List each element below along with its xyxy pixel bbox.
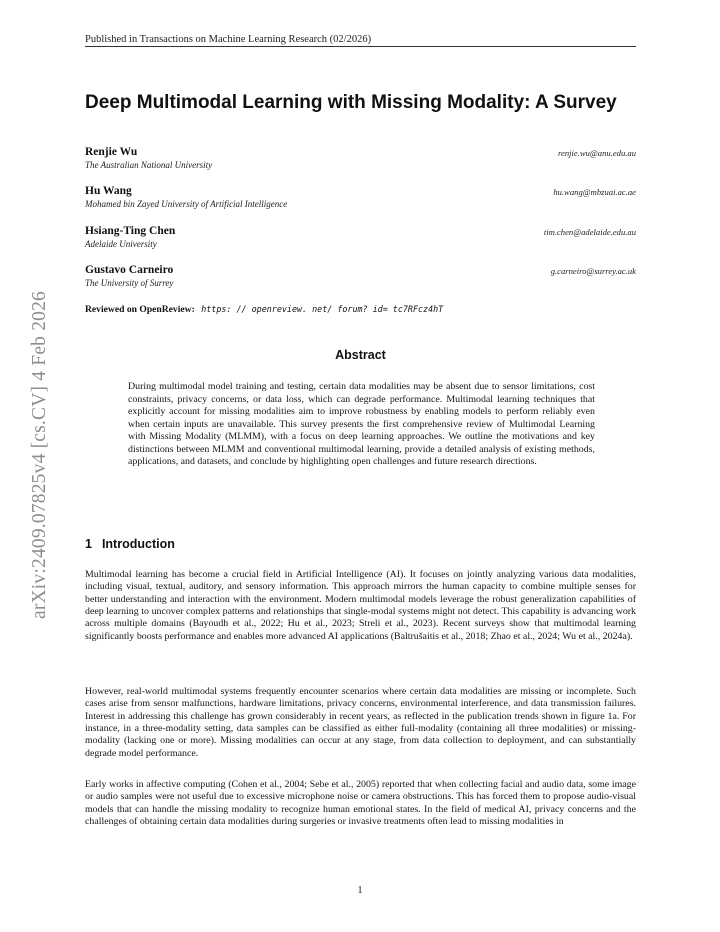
author-name: Renjie Wu bbox=[85, 146, 138, 158]
section-number: 1 bbox=[85, 537, 92, 551]
author-email[interactable]: hu.wang@mbzuai.ac.ae bbox=[553, 187, 636, 197]
author-block bbox=[85, 225, 636, 249]
reviewed-label: Reviewed on OpenReview: bbox=[85, 304, 195, 315]
author-block bbox=[85, 185, 636, 209]
section-heading bbox=[85, 537, 175, 551]
running-header: Published in Transactions on Machine Learning Research (02/2026) bbox=[85, 34, 372, 45]
page-number: 1 bbox=[357, 885, 363, 896]
author-block bbox=[85, 146, 636, 170]
author-affiliation: Mohamed bin Zayed University of Artificial Intelligence bbox=[85, 199, 288, 209]
author-affiliation: The University of Surrey bbox=[85, 278, 174, 288]
arxiv-stamp: arXiv:2409.07825v4 [cs.CV] 4 Feb 2026 bbox=[29, 290, 50, 620]
header-rule bbox=[85, 46, 636, 47]
abstract-text: During multimodal model training and testing, certain data modalities may be absent due to sensor limitations, cost constraints, privacy concerns, or data loss, which can degrade performance. Multimodal learning techniques that explicitly account for missing modalities aim to improve robustness by enabling models to perform reliably even when certain inputs are unavailable. This survey presents the first comprehensive review of Multimodal Learning with Missing Modality (MLMM), with a focus on deep learning approaches. We outline the motivations and key distinctions between MLMM and conventional multimodal learning, provide a detailed analysis of existing methods, applications, and datasets, and conclude by highlighting open challenges and future research directions. bbox=[128, 381, 595, 467]
body-paragraph: Multimodal learning has become a crucial field in Artificial Intelligence (AI). It focuses on jointly analyzing various data modalities, including visual, textual, auditory, and sensory information. This approach mirrors the human capacity to combine multiple senses for better understanding and interaction with the environment. Modern multimodal models leverage the robust generalization capabilities of deep learning to uncover complex patterns and relationships that single-modal systems might not detect. This capability is advancing work across multiple domains (Bayoudh et al., 2022; Hu et al., 2023; Streli et al., 2023). Recent surveys show that multimodal learning significantly boosts performance and enables more advanced AI applications (Baltrušaitis et al., 2018; Zhao et al., 2024; Wu et al., 2024a). bbox=[85, 569, 636, 642]
author-name: Gustavo Carneiro bbox=[85, 264, 174, 276]
author-name: Hsiang-Ting Chen bbox=[85, 225, 176, 237]
openreview-link[interactable]: https: // openreview. net/ forum? id= tc7RFcz4hT bbox=[201, 304, 444, 314]
author-email[interactable]: tim.chen@adelaide.edu.au bbox=[543, 227, 636, 237]
body-paragraph: However, real-world multimodal systems frequently encounter scenarios where certain data modalities are missing or incomplete. Such cases arise from sensor malfunctions, hardware limitations, privacy concerns, environmental interference, and data transmission failures. Interest in addressing this challenge has grown considerably in recent years, as reflected in the publication trends shown in figure 1a. For instance, in a three-modality setting, data samples can be classified as either full-modality (containing all three modalities) or missing-modality (lacking one or more). Missing modalities can occur at any stage, from data collection to deployment, and can substantially degrade model performance. bbox=[85, 686, 636, 759]
abstract-heading: Abstract bbox=[335, 348, 386, 362]
author-affiliation: Adelaide University bbox=[85, 239, 157, 249]
section-title: Introduction bbox=[101, 537, 175, 551]
author-email[interactable]: renjie.wu@anu.edu.au bbox=[558, 148, 636, 158]
body-paragraph: Early works in affective computing (Cohen et al., 2004; Sebe et al., 2005) reported that when collecting facial and audio data, some image or audio samples were not useful due to excessive microphone noise or camera obstructions. This has forced them to propose audio-visual models that can handle the missing modality to recognize human emotional states. In the field of medical AI, privacy concerns and the challenges of obtaining certain data modalities during surgeries or invasive treatments often lead to missing modalities in bbox=[85, 779, 636, 828]
author-name: Hu Wang bbox=[85, 185, 132, 197]
author-affiliation: The Australian National University bbox=[85, 160, 213, 170]
author-block bbox=[85, 264, 636, 288]
paper-title: Deep Multimodal Learning with Missing Modality: A Survey bbox=[85, 92, 617, 113]
author-email[interactable]: g.carneiro@surrey.ac.uk bbox=[550, 266, 636, 276]
reviewed-line bbox=[85, 304, 645, 315]
